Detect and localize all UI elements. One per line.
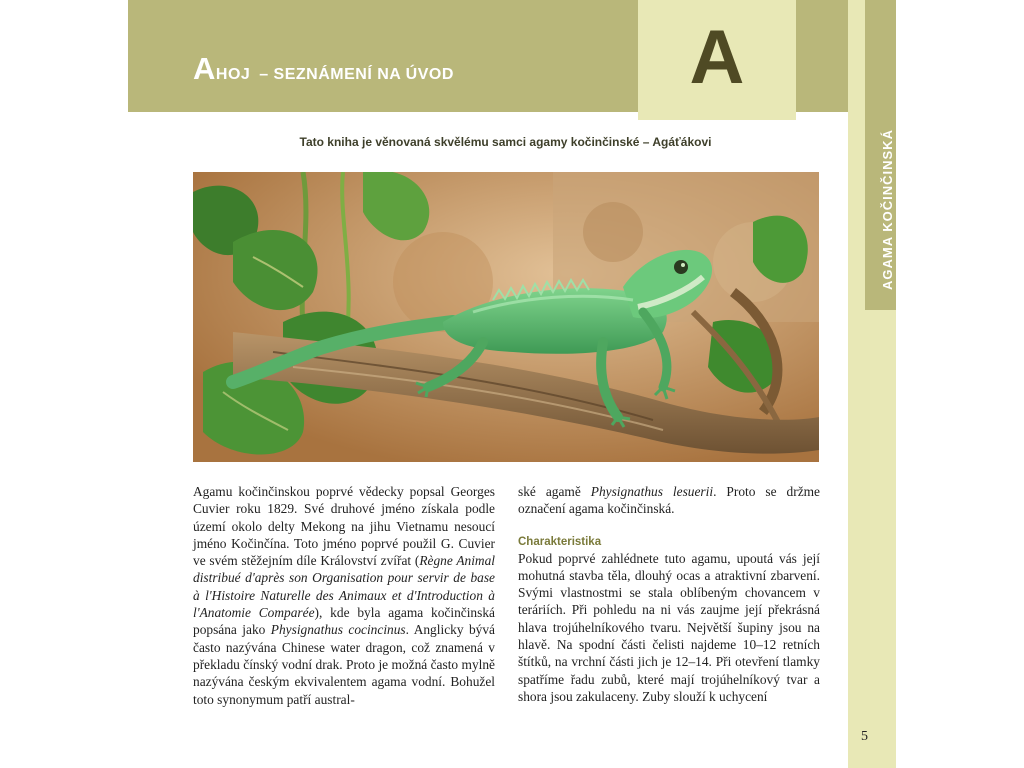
intro-paragraph bbox=[193, 483, 495, 708]
chapter-letter: A bbox=[689, 15, 745, 100]
species-name-italic: Physignathus lesuerii bbox=[590, 484, 714, 499]
lizard-illustration bbox=[193, 172, 819, 462]
text-run: Agamu kočinčinskou poprvé vědecky popsal Georges Cuvier roku 1829. Své druhové jméno získala podle území okolo delty Mekong na jihu Vietnamu nesoucí jméno Kočinčína. Toto jméno poprvé použil G. Cuvier ve svém stěžejním díle Království zvířat ( bbox=[193, 484, 495, 569]
title-subtitle: – SEZNÁMENÍ NA ÚVOD bbox=[259, 66, 454, 83]
text-column-left bbox=[193, 483, 495, 708]
dedication: Tato kniha je věnovaná skvělému samci agamy kočinčinské – Agáťákovi bbox=[299, 135, 712, 149]
page-number: 5 bbox=[861, 729, 868, 744]
text-run: ), kde byla agama kočinčinská popsána jako bbox=[193, 605, 495, 638]
species-name-italic: Physignathus cocincinus bbox=[270, 622, 406, 638]
side-tab-label: AGAMA KOČINČINSKÁ bbox=[880, 129, 895, 290]
text-run: . Anglicky bývá často nazývána Chinese water dragon, což znamená v překladu čínský vodní drak. Proto je možná často mylně nazývána českým ekvivalentem agama vodní. Bohužel toto synonymum patří austral- bbox=[193, 622, 495, 707]
text-run: . Proto se držme označení agama kočinčinská. bbox=[518, 484, 820, 517]
text-column-right bbox=[518, 483, 820, 705]
title-initial: A bbox=[193, 51, 216, 86]
chapter-letter-box bbox=[638, 0, 796, 120]
text-run: ské agamě bbox=[518, 484, 591, 499]
book-page bbox=[128, 0, 896, 768]
lizard-photo bbox=[193, 172, 819, 462]
chapter-title bbox=[193, 50, 454, 87]
title-rest: HOJ bbox=[215, 66, 251, 83]
continued-paragraph bbox=[518, 483, 820, 518]
book-title-italic: Règne Animal distribué d'après son Organisation pour servir de base à l'Histoire Naturelle des Animaux et d'Introduction à l'Anatomie Comparée bbox=[193, 553, 496, 621]
characteristics-paragraph: Pokud poprvé zahlédnete tuto agamu, upoutá vás její mohutná stavba těla, dlouhý ocas a atraktivní zbarvení. Svými vlastnostmi se stala oblíbeným chovancem v teráriích. Při pohledu na ni vás zaujme její překrásná hlava trojúhelníkového tvaru. Největší šupiny jsou na hlavě. Na spodní části čelisti najdeme 10–12 retních štítků, na vrchní části jich je 12–14. Při otevření tlamky spatříme řadu zubů, které mají trojúhelníkový tvar a shora jsou zakulaceny. Zuby slouží k uchycení bbox=[518, 550, 820, 704]
section-subheading: Charakteristika bbox=[518, 535, 602, 548]
